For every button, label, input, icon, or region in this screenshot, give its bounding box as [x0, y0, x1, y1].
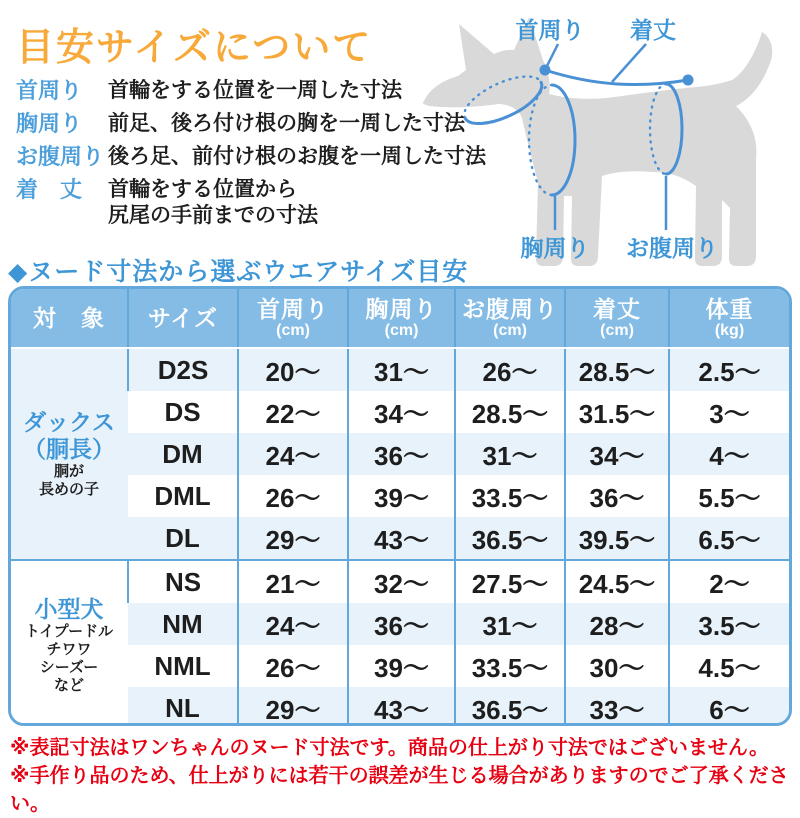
definition-chest	[16, 111, 486, 137]
cell-neck: 20～	[238, 348, 348, 391]
cell-length: 36～	[565, 475, 669, 517]
neck-callout-line	[547, 44, 558, 66]
cell-size: DM	[128, 433, 238, 475]
cell-chest: 43～	[348, 517, 455, 560]
cell-chest: 39～	[348, 475, 455, 517]
size-table	[11, 289, 789, 726]
definition-neck-text: 首輪をする位置を一周した寸法	[108, 79, 402, 102]
cell-size: NL	[128, 687, 238, 726]
header-neck: 首周り (cm)	[238, 289, 348, 348]
cell-belly: 36.5～	[455, 687, 565, 726]
cell-weight: 3.5～	[669, 603, 789, 645]
table-row	[11, 348, 789, 391]
definition-belly-label: お腹周り	[16, 144, 105, 169]
cell-neck: 29～	[238, 517, 348, 560]
cell-length: 31.5～	[565, 391, 669, 433]
cell-length: 34～	[565, 433, 669, 475]
cell-belly: 28.5～	[455, 391, 565, 433]
back-length-measure-line	[540, 65, 694, 86]
cell-size: DS	[128, 391, 238, 433]
table-row	[11, 645, 789, 687]
diagram-neck-label: 首周り	[515, 17, 585, 43]
note-nude-size: ※表記寸法はワンちゃんのヌード寸法です。商品の仕上がり寸法ではございません。	[10, 737, 770, 759]
cell-belly: 33.5～	[455, 475, 565, 517]
definition-length	[16, 177, 486, 229]
definition-neck	[16, 78, 486, 104]
definition-belly	[16, 144, 486, 170]
cell-belly: 31～	[455, 603, 565, 645]
group-dachshund: ダックス （胴長） 胴が 長めの子	[11, 348, 128, 560]
footnotes	[10, 734, 800, 818]
cell-weight: 4～	[669, 433, 789, 475]
section-title: ◆ヌード寸法から選ぶウエアサイズ目安	[8, 258, 469, 286]
cell-chest: 34～	[348, 391, 455, 433]
table-row	[11, 517, 789, 560]
cell-weight: 2～	[669, 560, 789, 603]
table-row	[11, 603, 789, 645]
cell-length: 33～	[565, 687, 669, 726]
cell-weight: 6.5～	[669, 517, 789, 560]
cell-neck: 26～	[238, 645, 348, 687]
cell-belly: 26～	[455, 348, 565, 391]
definition-belly-text: 後ろ足、前付け根のお腹を一周した寸法	[108, 145, 486, 168]
diagram-chest-label: 胸周り	[520, 235, 590, 261]
cell-chest: 36～	[348, 433, 455, 475]
definition-length-text: 首輪をする位置から 尻尾の手前までの寸法	[108, 178, 318, 227]
cell-chest: 36～	[348, 603, 455, 645]
page-title: 目安サイズについて	[16, 27, 373, 69]
cell-belly: 33.5～	[455, 645, 565, 687]
length-callout-line	[612, 44, 646, 82]
cell-length: 39.5～	[565, 517, 669, 560]
table-header-row	[11, 289, 789, 348]
header-chest: 胸周り (cm)	[348, 289, 455, 348]
definition-chest-label: 胸周り	[16, 111, 83, 136]
diagram-belly-label: お腹周り	[626, 235, 718, 261]
header-length: 着丈 (cm)	[565, 289, 669, 348]
note-handmade: ※手作り品のため、仕上がりには若干の誤差が生じる場合がありますのでご了承ください。	[10, 765, 789, 815]
cell-neck: 29～	[238, 687, 348, 726]
cell-chest: 31～	[348, 348, 455, 391]
header-weight: 体重 (kg)	[669, 289, 789, 348]
cell-chest: 32～	[348, 560, 455, 603]
cell-weight: 2.5～	[669, 348, 789, 391]
group-small-dog: 小型犬 トイプードル チワワ シーズー など	[11, 560, 128, 726]
cell-belly: 31～	[455, 433, 565, 475]
definition-chest-text: 前足、後ろ付け根の胸を一周した寸法	[108, 112, 465, 135]
diagram-length-label: 着丈	[630, 17, 676, 43]
cell-length: 28.5～	[565, 348, 669, 391]
cell-belly: 27.5～	[455, 560, 565, 603]
cell-neck: 22～	[238, 391, 348, 433]
definition-neck-label: 首周り	[16, 78, 83, 103]
size-table-container	[8, 286, 792, 726]
table-row	[11, 475, 789, 517]
cell-size: DML	[128, 475, 238, 517]
cell-chest: 43～	[348, 687, 455, 726]
cell-neck: 24～	[238, 603, 348, 645]
cell-weight: 3～	[669, 391, 789, 433]
cell-size: D2S	[128, 348, 238, 391]
definition-length-label: 着 丈	[16, 177, 83, 202]
cell-size: DL	[128, 517, 238, 560]
cell-chest: 39～	[348, 645, 455, 687]
cell-length: 24.5～	[565, 560, 669, 603]
table-row	[11, 391, 789, 433]
cell-length: 30～	[565, 645, 669, 687]
header-target: 対 象	[11, 289, 128, 348]
cell-neck: 21～	[238, 560, 348, 603]
header-size: サイズ	[128, 289, 238, 348]
cell-size: NS	[128, 560, 238, 603]
cell-length: 28～	[565, 603, 669, 645]
cell-belly: 36.5～	[455, 517, 565, 560]
cell-size: NM	[128, 603, 238, 645]
cell-weight: 6～	[669, 687, 789, 726]
cell-weight: 4.5～	[669, 645, 789, 687]
cell-neck: 24～	[238, 433, 348, 475]
cell-neck: 26～	[238, 475, 348, 517]
cell-weight: 5.5～	[669, 475, 789, 517]
table-row	[11, 560, 789, 603]
cell-size: NML	[128, 645, 238, 687]
table-row	[11, 433, 789, 475]
header-belly: お腹周り (cm)	[455, 289, 565, 348]
table-row	[11, 687, 789, 726]
measurement-definitions	[16, 78, 486, 236]
